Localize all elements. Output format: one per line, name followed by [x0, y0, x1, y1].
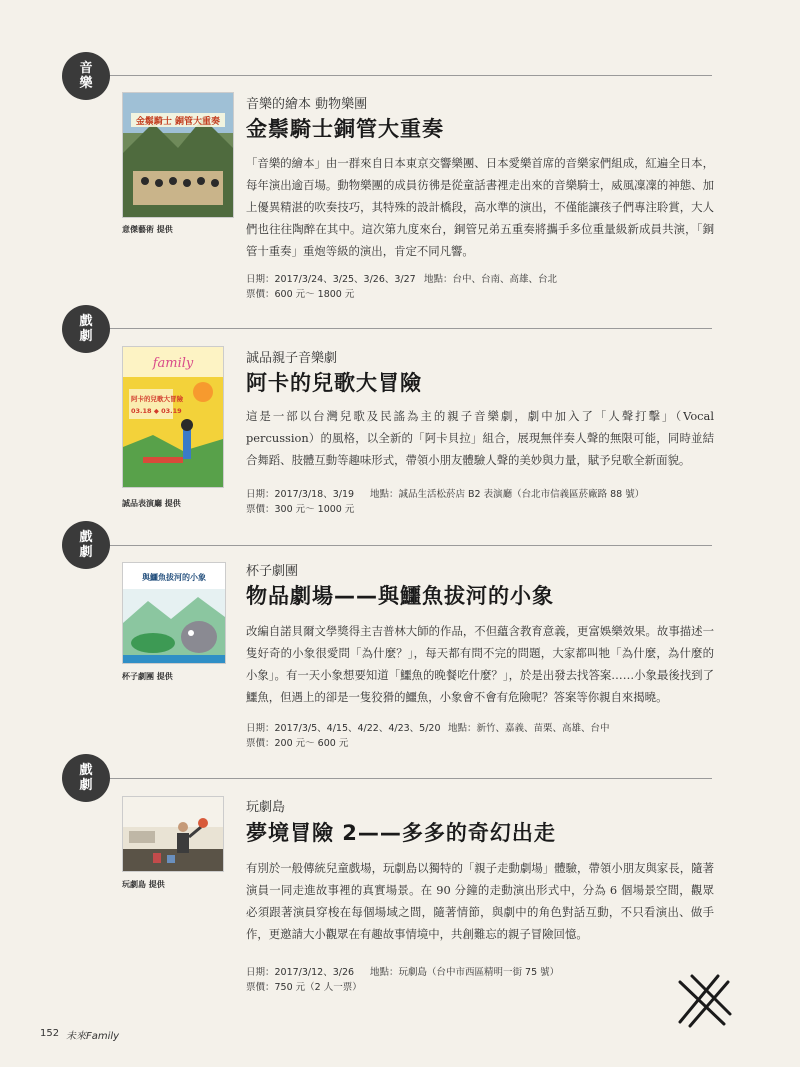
poster-image	[122, 562, 226, 664]
poster-graphic	[123, 563, 225, 663]
event-description: 「音樂的繪本」由一群來自日本東京交響樂團、日本愛樂首席的音樂家們組成，紅遍全日本，每年演出逾百場。動物樂團的成員彷彿是從童話書裡走出來的音樂騎士，威風凜凜的神態、加上優異精湛的吹奏技巧，其特殊的設計橋段，高水準的演出，不僅能讓孩子們專注聆賞，大人們也往往陶醉在其中。這次第九度來台，銅管兄弟五重奏將攜手多位重量級新成員共演，「銅管十重奏」重炮等級的演出，肯定不同凡響。	[246, 156, 714, 258]
event-price: 票價：750 元（2 人一票）	[246, 982, 362, 993]
event-subtitle: 音樂的繪本 動物樂團	[246, 97, 368, 112]
event-meta	[246, 272, 558, 302]
section-divider	[80, 328, 712, 329]
event-price: 票價：200 元～ 600 元	[246, 738, 349, 749]
category-badge: 戲 劇	[62, 754, 110, 802]
event-subtitle: 玩劇島	[246, 800, 286, 815]
image-credit: 意傑藝術 提供	[122, 225, 173, 234]
poster-image	[122, 346, 224, 488]
event-location: 地點：玩劇島（台中市西區精明一街 75 號）	[370, 967, 560, 978]
poster-dates: 03.18 ◆ 03.19	[131, 407, 182, 415]
event-price: 票價：300 元～ 1000 元	[246, 504, 355, 515]
event-subtitle: 誠品親子音樂劇	[246, 351, 338, 366]
event-date: 日期：2017/3/12、3/26	[246, 967, 355, 978]
image-credit: 玩劇島 提供	[122, 880, 165, 889]
event-title: 物品劇場——與鱷魚拔河的小象	[246, 584, 554, 608]
poster-image	[122, 92, 234, 218]
section-divider	[80, 545, 712, 546]
image-credit: 誠品表演廳 提供	[122, 499, 181, 508]
event-location: 地點：新竹、嘉義、苗栗、高雄、台中	[448, 723, 610, 734]
poster-title: 與鱷魚拔河的小象	[142, 573, 206, 582]
event-description: 這是一部以台灣兒歌及民謠為主的親子音樂劇，劇中加入了「人聲打擊」（Vocal percussion）的風格，以全新的「阿卡貝拉」組合，展現無伴奏人聲的無限可能，同時並結合舞蹈、肢體互動等趣味形式，帶領小朋友體驗人聲的美妙與力量，賦予兒歌全新面貌。	[246, 409, 714, 467]
svg-text:family: family	[152, 356, 194, 371]
poster-title: 金鬃騎士 銅管大重奏	[135, 117, 221, 127]
event-title: 金鬃騎士銅管大重奏	[246, 117, 444, 141]
poster-graphic	[123, 93, 233, 217]
poster-image	[122, 796, 224, 872]
event-location: 地點：台中、台南、高雄、台北	[424, 274, 558, 285]
decorative-scribble-icon	[674, 970, 734, 1030]
category-badge: 戲 劇	[62, 521, 110, 569]
event-meta	[246, 965, 560, 995]
event-description: 改編自諾貝爾文學獎得主吉普林大師的作品，不但蘊含教育意義，更富娛樂效果。故事描述一隻好奇的小象很愛問「為什麼？」，每天都有問不完的問題，大家都叫牠「為什麼，為什麼的小象」。有一天小象想要知道「鱷魚的晚餐吃什麼？」，於是出發去找答案……小象最後找到了鱷魚，但遇上的卻是一隻狡猾的鱷魚，小象會不會有危險呢？答案等你親自來揭曉。	[246, 624, 714, 704]
poster-title: 阿卡的兒歌大冒險	[131, 395, 183, 403]
event-title: 阿卡的兒歌大冒險	[246, 371, 422, 395]
event-date: 日期：2017/3/24、3/25、3/26、3/27	[246, 274, 416, 285]
image-credit: 杯子劇團 提供	[122, 672, 173, 681]
page-number: 152	[40, 1028, 60, 1039]
photo-graphic	[123, 797, 223, 871]
category-badge: 戲 劇	[62, 305, 110, 353]
section-divider	[80, 778, 712, 779]
category-badge: 音 樂	[62, 52, 110, 100]
event-subtitle: 杯子劇團	[246, 564, 299, 579]
event-location: 地點：誠品生活松菸店 B2 表演廳（台北市信義區菸廠路 88 號）	[370, 489, 645, 500]
event-price: 票價：600 元～ 1800 元	[246, 289, 355, 300]
section-divider	[80, 75, 712, 76]
event-date: 日期：2017/3/5、4/15、4/22、4/23、5/20	[246, 723, 441, 734]
event-meta	[246, 487, 645, 517]
poster-graphic	[123, 347, 223, 487]
magazine-name: 未來Family	[66, 1031, 120, 1042]
event-description: 有別於一般傳統兒童戲場，玩劇島以獨特的「親子走動劇場」體驗，帶領小朋友與家長，隨著演員一同走進故事裡的真實場景。在 90 分鐘的走動演出形式中，分為 6 個場景空間，觀眾必須跟著演員穿梭在每個場域之間，隨著情節，與劇中的角色對話互動，不只看演出、做手作，更邀請大小觀眾在有趣故事情境中，共創難忘的親子冒險回憶。	[246, 861, 714, 941]
event-date: 日期：2017/3/18、3/19	[246, 489, 355, 500]
event-meta	[246, 721, 610, 751]
event-title: 夢境冒險 2——多多的奇幻出走	[246, 821, 556, 845]
